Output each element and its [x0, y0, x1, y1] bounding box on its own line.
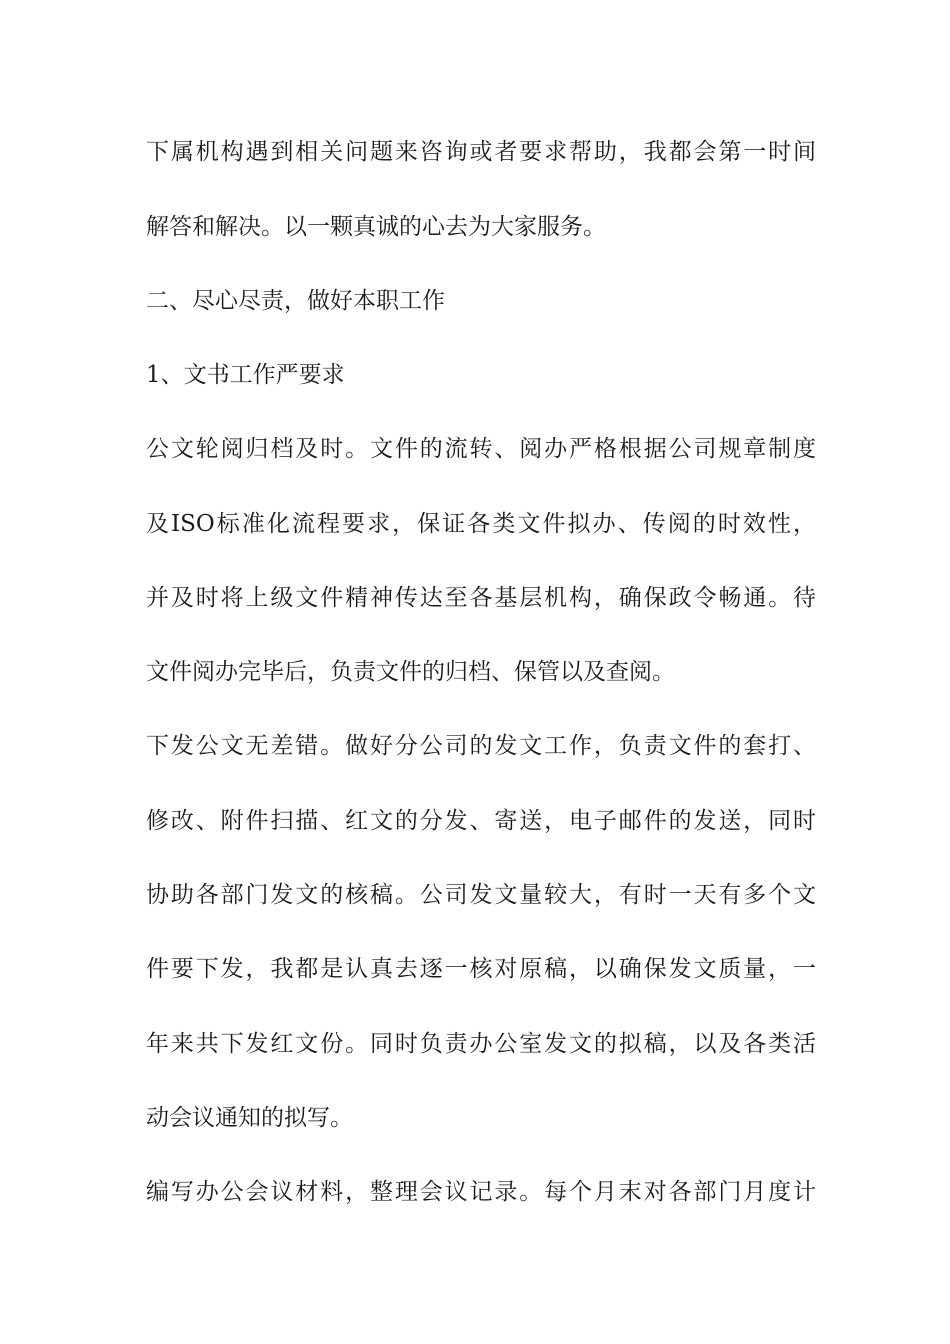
text-line: 动会议通知的拟写。: [146, 1105, 353, 1131]
text-line: 并及时将上级文件精神传达至各基层机构，确保政令畅通。待: [146, 585, 816, 611]
text-line: 公文轮阅归档及时。文件的流转、阅办严格根据公司规章制度: [146, 436, 816, 462]
text-line: 编写办公会议材料，整理会议记录。每个月末对各部门月度计: [146, 1179, 816, 1205]
text-line: 件要下发，我都是认真去逐一核对原稿，以确保发文质量，一: [146, 956, 816, 982]
subsection-heading: 1、文书工作严要求: [146, 362, 345, 388]
text-line: 年来共下发红文份。同时负责办公室发文的拟稿，以及各类活: [146, 1031, 816, 1057]
text-line: 解答和解决。以一颗真诚的心去为大家服务。: [146, 214, 606, 240]
text-line: 下发公文无差错。做好分公司的发文工作，负责文件的套打、: [146, 733, 816, 759]
text-line: 下属机构遇到相关问题来咨询或者要求帮助，我都会第一时间: [146, 139, 816, 165]
text-line: 修改、附件扫描、红文的分发、寄送，电子邮件的发送，同时: [146, 808, 816, 834]
section-heading: 二、尽心尽责，做好本职工作: [146, 288, 445, 314]
text-line: 协助各部门发文的核稿。公司发文量较大，有时一天有多个文: [146, 882, 816, 908]
text-line: 文件阅办完毕后，负责文件的归档、保管以及查阅。: [146, 659, 675, 685]
text-line: 及ISO标准化流程要求，保证各类文件拟办、传阅的时效性，: [146, 511, 816, 537]
